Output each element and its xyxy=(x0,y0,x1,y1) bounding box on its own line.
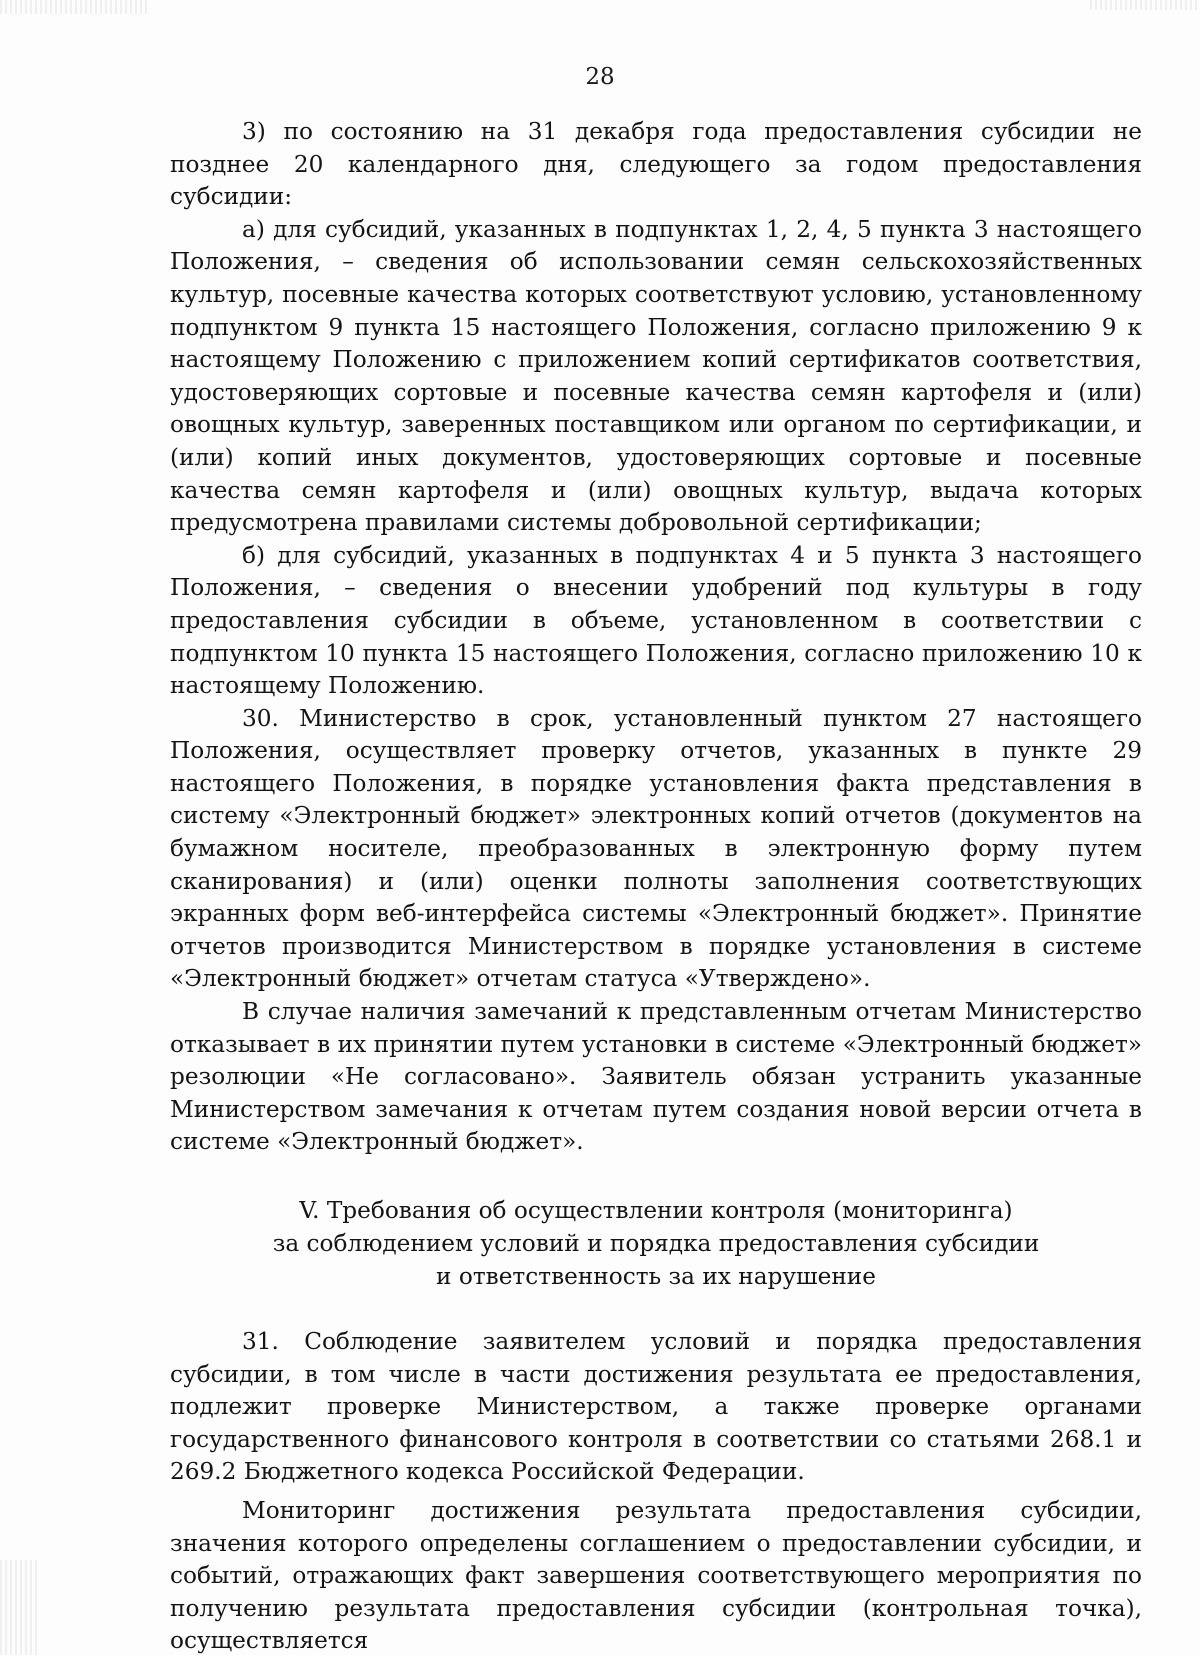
paragraph: 31. Соблюдение заявителем условий и порядка предоставления субсидии, в том числе в части достижения результата ее предоставления, подлежит проверке Министерством, а также проверке органами государственного финансового контроля в соответствии со статьями 268.1 и 269.2 Бюджетного кодекса Российской Федерации. xyxy=(170,1328,1142,1486)
document-body xyxy=(170,116,1142,1658)
paragraph: Мониторинг достижения результата предоставления субсидии, значения которого определены соглашением о предоставлении субсидии, и событий, отражающих факт завершения соответствующего мероприятия по получению результата предоставления субсидии (контрольная точка), осуществляется xyxy=(170,1496,1142,1655)
paragraph: а) для субсидий, указанных в подпунктах 1, 2, 4, 5 пункта 3 настоящего Положения, – сведения об использовании семян сельскохозяйственных культур, посевные качества которых соответствуют условию, установленному подпунктом 9 пункта 15 настоящего Положения, согласно приложению 9 к настоящему Положению с приложением копий сертификатов соответствия, удостоверяющих сортовые и посевные качества семян картофеля и (или) овощных культур, заверенных поставщиком или органом по сертификации, и (или) копий иных документов, удостоверяющих сортовые и посевные качества семян картофеля и (или) овощных культур, выдача которых предусмотрена правилами системы добровольной сертификации; xyxy=(170,215,1142,537)
page-number: 28 xyxy=(585,64,615,90)
paragraph: 3) по состоянию на 31 декабря года предоставления субсидии не позднее 20 календарного дня, следующего за годом предоставления субсидии: xyxy=(170,118,1142,211)
scan-artifact xyxy=(0,1560,40,1655)
scan-artifact xyxy=(1090,0,1200,10)
section-heading-line: V. Требования об осуществлении контроля (мониторинга) xyxy=(299,1197,1013,1224)
section-heading-line: за соблюдением условий и порядка предоставления субсидии xyxy=(272,1230,1040,1257)
section-heading xyxy=(170,1194,1142,1293)
scan-artifact xyxy=(0,0,150,14)
paragraph: б) для субсидий, указанных в подпунктах 4 и 5 пункта 3 настоящего Положения, – сведения о внесении удобрений под культуры в году предоставления субсидии в объеме, установленном в соответствии с подпунктом 10 пункта 15 настоящего Положения, согласно приложению 10 к настоящему Положению. xyxy=(170,541,1142,700)
paragraph: 30. Министерство в срок, установленный пунктом 27 настоящего Положения, осуществляет проверку отчетов, указанных в пункте 29 настоящего Положения, в порядке установления факта представления в систему «Электронный бюджет» электронных копий отчетов (документов на бумажном носителе, преобразованных в электронную форму путем сканирования) и (или) оценки полноты заполнения соответствующих экранных форм веб-интерфейса системы «Электронный бюджет». Принятие отчетов производится Министерством в порядке установления в системе «Электронный бюджет» отчетам статуса «Утверждено». xyxy=(170,704,1142,993)
paragraph: В случае наличия замечаний к представленным отчетам Министерство отказывает в их принятии путем установки в системе «Электронный бюджет» резолюции «Не согласовано». Заявитель обязан устранить указанные Министерством замечания к отчетам путем создания новой версии отчета в системе «Электронный бюджет». xyxy=(170,998,1142,1156)
section-heading-line: и ответственность за их нарушение xyxy=(436,1263,876,1290)
